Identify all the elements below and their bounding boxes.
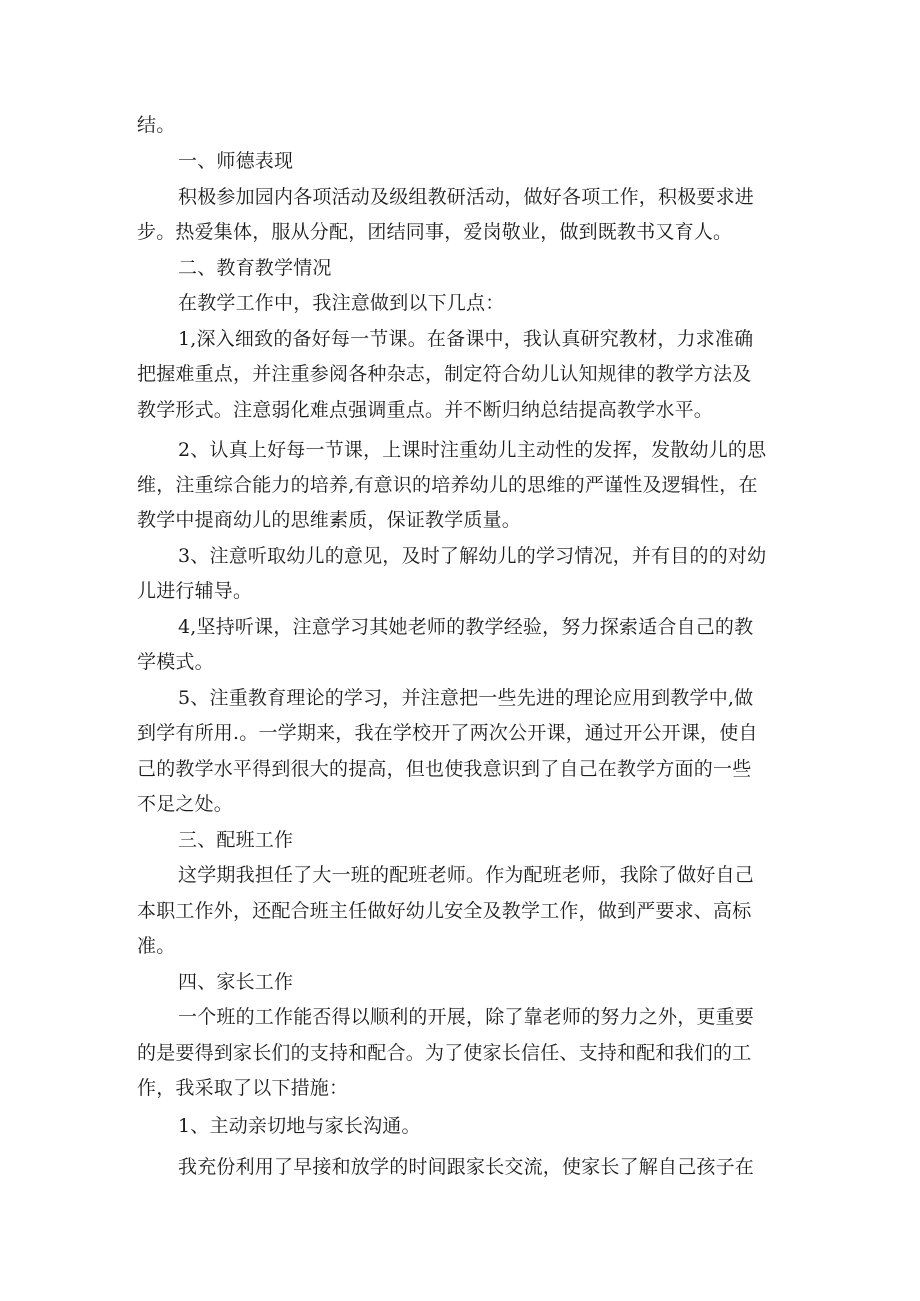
text-line: 准。	[137, 935, 176, 957]
text-line: 1,深入细致的备好每一节课。在备课中，我认真研究教材，力求准确	[178, 328, 754, 350]
text-line: 在教学工作中，我注意做到以下几点：	[178, 292, 505, 314]
text-line: 5、注重教育理论的学习，并注意把一些先进的理论应用到教学中,做	[178, 687, 754, 709]
text-line: 己的教学水平得到很大的提高，但也使我意识到了自己在教学方面的一些	[137, 758, 752, 780]
text-line: 把握难重点，并注重参阅各种杂志，制定符合幼儿认知规律的教学方法及	[137, 363, 752, 385]
text-line: 本职工作外，还配合班主任做好幼儿安全及教学工作，做到严要求、高标	[137, 900, 752, 922]
text-line: 2、认真上好每一节课，上课时注重幼儿主动性的发挥，发散幼儿的思	[178, 439, 767, 461]
text-line: 步。热爱集体，服从分配，团结同事，爱岗敬业，做到既教书又育人。	[137, 221, 733, 243]
text-line: 我充份利用了早接和放学的时间跟家长交流，使家长了解自己孩子在	[178, 1156, 755, 1178]
text-line: 的是要得到家长们的支持和配合。为了使家长信任、支持和配和我们的工	[137, 1042, 752, 1064]
text-line: 4,坚持听课，注意学习其她老师的教学经验，努力探索适合自己的教	[178, 616, 754, 638]
section-heading: 一、师德表现	[178, 150, 294, 172]
text-line: 作，我采取了以下措施：	[137, 1077, 349, 1099]
text-line: 到学有所用.。一学期来，我在学校开了两次公开课，通过开公开课，使自	[137, 722, 758, 744]
text-line: 学模式。	[137, 651, 214, 673]
text-line: 不足之处。	[137, 793, 234, 815]
text-line: 结。	[137, 114, 176, 136]
text-line: 3、注意听取幼儿的意见，及时了解幼儿的学习情况，并有目的的对幼	[178, 545, 767, 567]
text-line: 这学期我担任了大一班的配班老师。作为配班老师，我除了做好自己	[178, 864, 755, 886]
text-line: 教学形式。注意弱化难点强调重点。并不断归纳总结提高教学水平。	[137, 399, 714, 421]
text-line: 维，注重综合能力的培养,有意识的培养幼儿的思维的严谨性及逻辑性，在	[137, 474, 758, 496]
text-line: 积极参加园内各项活动及级组教研活动，做好各项工作，积极要求进	[178, 186, 755, 208]
text-line: 一个班的工作能否得以顺利的开展，除了靠老师的努力之外，更重要	[178, 1006, 755, 1028]
section-heading: 二、教育教学情况	[178, 257, 332, 279]
text-line: 儿进行辅导。	[137, 580, 253, 602]
section-heading: 四、家长工作	[178, 971, 294, 993]
text-line: 教学中提商幼儿的思维素质，保证教学质量。	[137, 509, 522, 531]
text-line: 1、主动亲切地与家长沟通。	[178, 1115, 421, 1137]
section-heading: 三、配班工作	[178, 829, 294, 851]
